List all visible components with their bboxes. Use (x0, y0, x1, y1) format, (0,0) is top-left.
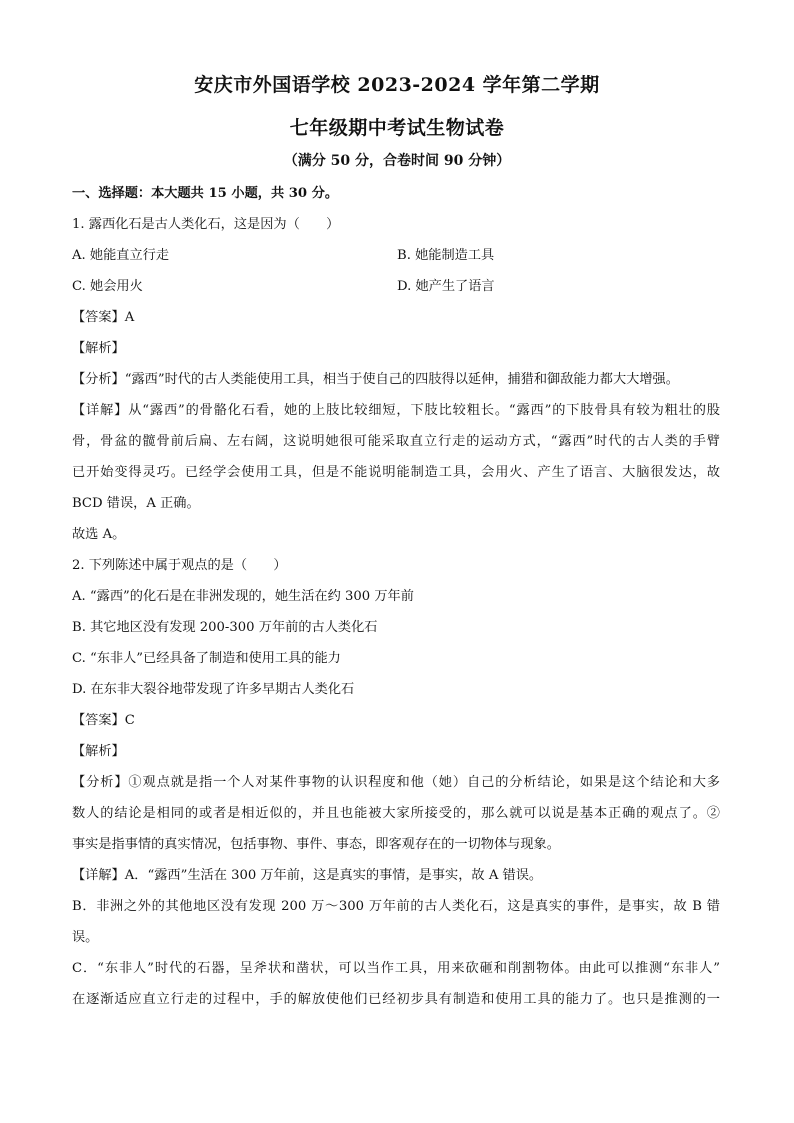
question-1-xiangjie-line2: 骨，骨盆的髋骨前后扁、左右阔，这说明她很可能采取直立行走的运动方式，“露西”时代的古人类的手臂 (72, 434, 720, 449)
question-2-stem: 2. 下列陈述中属于观点的是（ ） (72, 558, 287, 573)
question-2-xiangjie-c-line2: 在逐渐适应直立行走的过程中，手的解放使他们已经初步具有制造和使用工具的能力了。也只是推测的一 (72, 992, 720, 1007)
question-1-analysis-label: 【解析】 (72, 341, 125, 356)
question-2-option-a: A. “露西”的化石是在非洲发现的，她生活在约 300 万年前 (72, 589, 414, 604)
section-heading: 一、选择题：本大题共 15 小题，共 30 分。 (72, 186, 339, 201)
question-2-fenxi-line2: 数人的结论是相同的或者是相近似的，并且也能被大家所接受的，那么就可以说是基本正确的观点了。② (72, 806, 720, 821)
question-2-xiangjie-b-line1: B．非洲之外的其他地区没有发现 200 万～300 万年前的古人类化石，这是真实的事件，是事实，故 B 错 (72, 899, 720, 914)
exam-content (72, 178, 720, 1015)
question-1-option-a: A. 她能直立行走 (72, 248, 170, 263)
question-1-stem: 1. 露西化石是古人类化石，这是因为（ ） (72, 217, 340, 232)
question-2-xiangjie-a: 【详解】A．“露西”生活在 300 万年前，这是真实的事情，是事实，故 A 错误。 (72, 868, 543, 883)
question-1-xiangjie-line1: 【详解】从“露西”的骨骼化石看，她的上肢比较细短，下肢比较粗长。“露西”的下肢骨具有较为粗壮的股 (72, 403, 720, 418)
question-2-xiangjie-c-line1: C．“东非人”时代的石器，呈斧状和凿状，可以当作工具，用来砍砸和削割物体。由此可以推测“东非人” (72, 961, 720, 976)
question-1-fenxi: 【分析】“露西”时代的古人类能使用工具，相当于使自己的四肢得以延伸，捕猎和御敌能力都大大增强。 (72, 372, 679, 387)
question-1-answer: 【答案】A (72, 310, 135, 325)
question-2-option-d: D. 在东非大裂谷地带发现了许多早期古人类化石 (72, 682, 355, 697)
question-2-xiangjie-b-line2: 误。 (72, 930, 99, 945)
question-1-option-b: B. 她能制造工具 (397, 248, 495, 263)
question-2-option-c: C. “东非人”已经具备了制造和使用工具的能力 (72, 651, 341, 666)
question-1-xiangjie-line3: 已开始变得灵巧。已经学会使用工具，但是不能说明能制造工具，会用火、产生了语言、大脑很发达，故 (72, 465, 720, 480)
exam-title-line2: 七年级期中考试生物试卷 (289, 117, 505, 139)
question-1-conclusion: 故选 A。 (72, 527, 126, 542)
exam-title-line1: 安庆市外国语学校 2023-2024 学年第二学期 (194, 74, 600, 96)
question-2-fenxi-line1: 【分析】①观点就是指一个人对某件事物的认识程度和他（她）自己的分析结论，如果是这个结论和大多 (72, 775, 720, 790)
question-1-xiangjie-line4: BCD 错误，A 正确。 (72, 496, 200, 511)
question-1-options-row1 (72, 240, 720, 271)
question-1-options-row2 (72, 271, 720, 302)
question-2-analysis-label: 【解析】 (72, 744, 125, 759)
question-2-fenxi-line3: 事实是指事情的真实情况，包括事物、事件、事态，即客观存在的一切物体与现象。 (72, 837, 560, 852)
question-2-answer: 【答案】C (72, 713, 135, 728)
question-2-option-b: B. 其它地区没有发现 200-300 万年前的古人类化石 (72, 620, 378, 635)
question-1-option-d: D. 她产生了语言 (397, 279, 495, 294)
exam-subtitle: （满分 50 分，合卷时间 90 分钟） (283, 153, 511, 169)
question-1-option-c: C. 她会用火 (72, 279, 143, 294)
